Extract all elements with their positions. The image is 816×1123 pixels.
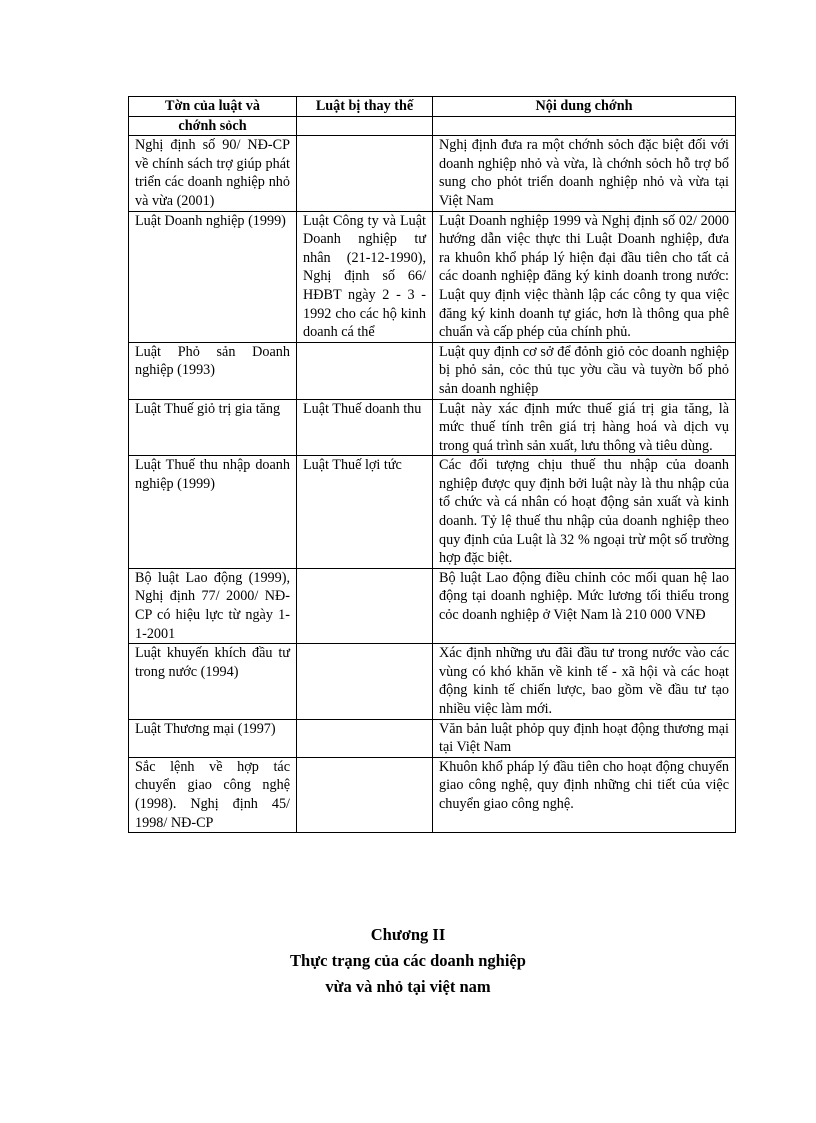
- empty-cell: [433, 116, 736, 136]
- table-row: [129, 719, 736, 757]
- table-row: [129, 399, 736, 456]
- law-cell: Luật khuyến khích đầu tư trong nước (1994): [129, 644, 297, 719]
- law-cell: Nghị định số 90/ NĐ-CP về chính sách trợ giúp phát triển các doanh nghiệp nhỏ và vừa (2001): [129, 136, 297, 211]
- law-cell: Luật Thuế thu nhập doanh nghiệp (1999): [129, 456, 297, 569]
- content-cell: Luật Doanh nghiệp 1999 và Nghị định số 02/ 2000 hướng dẫn việc thực thi Luật Doanh nghiệp, đưa ra khuôn khổ pháp lý hiện đại đầu tiên cho tất cả các doanh nghiệp đăng ký kinh doanh trong nước: Luật quy định việc thành lập các công ty qua việc đăng ký kinh doanh tự giác, hơn là thông qua phê chuẩn và cấp phép của chính phủ.: [433, 211, 736, 342]
- table-row: [129, 644, 736, 719]
- replaced-cell: [297, 568, 433, 643]
- content-cell: Các đối tượng chịu thuế thu nhập của doanh nghiệp được quy định bởi luật này là thu nhập của tổ chức và cá nhân có hoạt động sản xuất và kinh doanh. Tỷ lệ thuế thu nhập của doanh nghiệp theo quy định của Luật là 32 % ngoại trừ một số trường hợp đặc biệt.: [433, 456, 736, 569]
- replaced-cell: [297, 136, 433, 211]
- replaced-cell: Luật Thuế lợi tức: [297, 456, 433, 569]
- replaced-cell: Luật Công ty và Luật Doanh nghiệp tư nhân (21-12-1990), Nghị định số 66/ HĐBT ngày 2 - 3 - 1992 cho các hộ kinh doanh cá thể: [297, 211, 433, 342]
- content-cell: Bộ luật Lao động điều chỉnh cỏc mối quan hệ lao động tại doanh nghiệp. Mức lương tối thiểu trong cỏc doanh nghiệp ở Việt Nam là 210 000 VNĐ: [433, 568, 736, 643]
- table-row: [129, 136, 736, 211]
- header-main-content: Nội dung chớnh: [433, 97, 736, 117]
- replaced-cell: Luật Thuế doanh thu: [297, 399, 433, 456]
- table-row: [129, 211, 736, 342]
- content-cell: Nghị định đưa ra một chớnh sỏch đặc biệt đối với doanh nghiệp nhỏ và vừa, là chớnh sỏch hỗ trợ bổ sung cho phỏt triển doanh nghiệp nhỏ và vừa tại Việt Nam: [433, 136, 736, 211]
- content-cell: Khuôn khổ pháp lý đầu tiên cho hoạt động chuyển giao công nghệ, quy định những chi tiết của việc chuyển giao công nghệ.: [433, 757, 736, 832]
- law-cell: Luật Thương mại (1997): [129, 719, 297, 757]
- chapter-title-line-1: Thực trạng của các doanh nghiệp: [290, 951, 526, 970]
- law-cell: Sắc lệnh về hợp tác chuyển giao công nghệ (1998). Nghị định 45/ 1998/ NĐ-CP: [129, 757, 297, 832]
- table-row: [129, 757, 736, 832]
- replaced-cell: [297, 342, 433, 399]
- table-header-row: [129, 97, 736, 117]
- content-cell: Văn bản luật phỏp quy định hoạt động thương mại tại Việt Nam: [433, 719, 736, 757]
- table-row: [129, 568, 736, 643]
- header-replaced-law: Luật bị thay thế: [297, 97, 433, 117]
- law-cell: Luật Phỏ sản Doanh nghiệp (1993): [129, 342, 297, 399]
- replaced-cell: [297, 757, 433, 832]
- table-row: [129, 456, 736, 569]
- content-cell: Luật này xác định mức thuế giá trị gia tăng, là mức thuế tính trên giá trị hàng hoá và dịch vụ trong quá trình sản xuất, lưu thông và tiêu dùng.: [433, 399, 736, 456]
- empty-cell: [297, 116, 433, 136]
- law-cell: Bộ luật Lao động (1999), Nghị định 77/ 2000/ NĐ-CP có hiệu lực từ ngày 1-1-2001: [129, 568, 297, 643]
- header-continuation: chớnh sỏch: [129, 116, 297, 136]
- chapter-title-line-2: vừa và nhỏ tại việt nam: [325, 977, 491, 996]
- replaced-cell: [297, 644, 433, 719]
- law-table: [128, 96, 736, 833]
- table-row: [129, 342, 736, 399]
- law-cell: Luật Thuế giỏ trị gia tăng: [129, 399, 297, 456]
- law-cell: Luật Doanh nghiệp (1999): [129, 211, 297, 342]
- header-law-name: Tờn của luật và: [129, 97, 297, 117]
- replaced-cell: [297, 719, 433, 757]
- chapter-number: Chương II: [370, 925, 446, 944]
- content-cell: Luật quy định cơ sở để đỏnh giỏ cỏc doanh nghiệp bị phỏ sản, cỏc thủ tục yờu cầu và tuyờn bố phỏ sản doanh nghiệp: [433, 342, 736, 399]
- header-continuation-row: [129, 116, 736, 136]
- content-cell: Xác định những ưu đãi đầu tư trong nước vào các vùng có khó khăn về kinh tế - xã hội và các hoạt động kinh tế chiến lược, bao gồm về đầu tư tạo nhiều việc làm mới.: [433, 644, 736, 719]
